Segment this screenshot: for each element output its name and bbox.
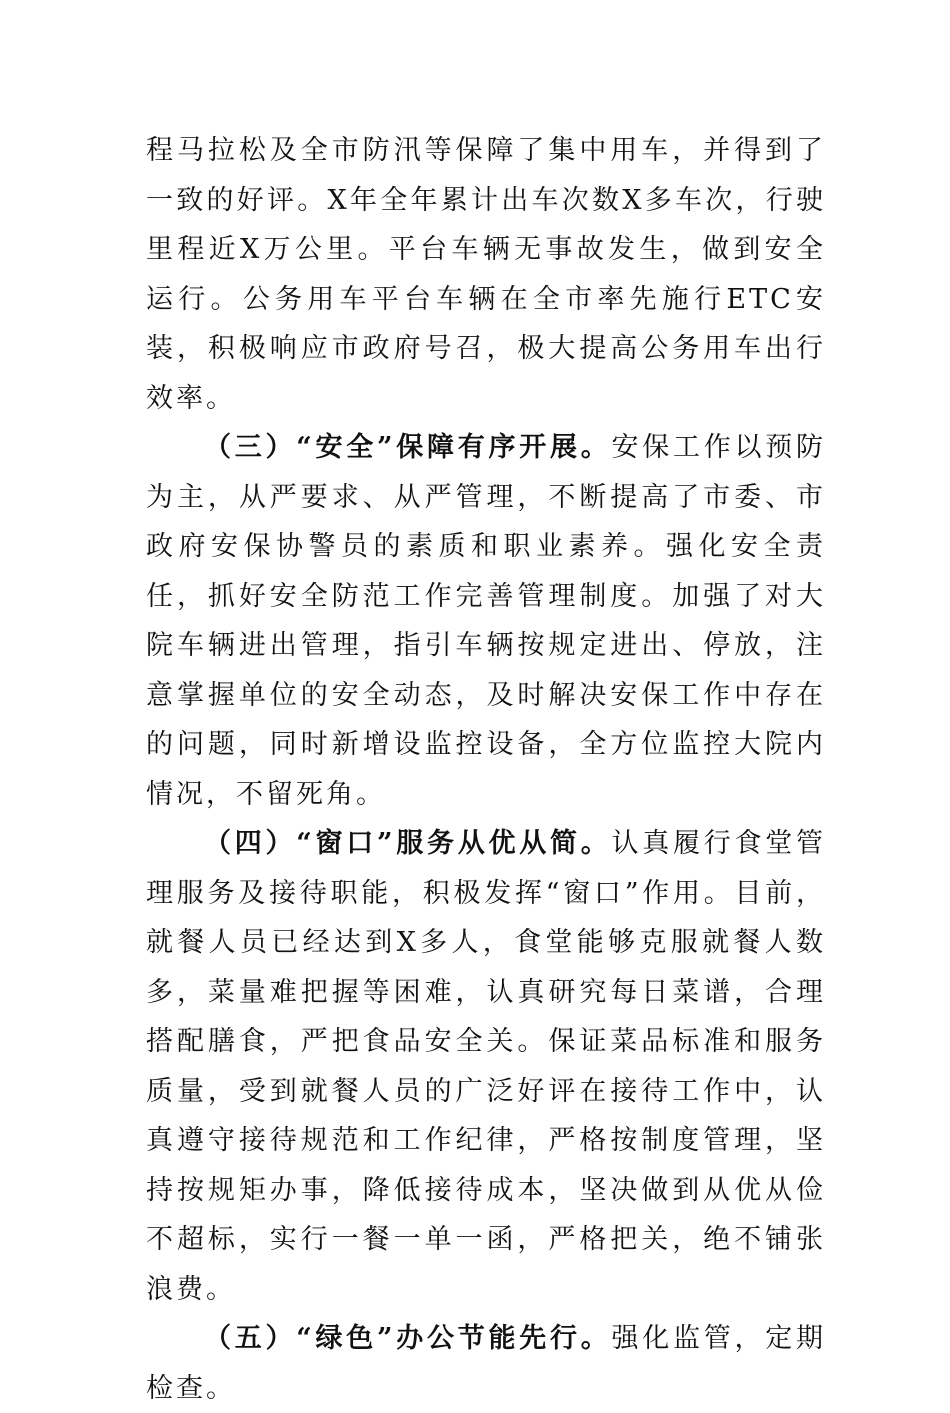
section-heading: （五）“绿色”办公节能先行。 <box>204 1323 612 1354</box>
paragraph-text: 强化监管，定期检查。 <box>146 1323 827 1404</box>
paragraph-continuation <box>146 126 826 423</box>
paragraph-section-4 <box>146 819 826 1314</box>
document-body <box>146 126 826 1413</box>
paragraph-text: 程马拉松及全市防汛等保障了集中用车，并得到了一致的好评。X年全年累计出车次数X多车次，行驶里程近X万公里。平台车辆无事故发生，做到安全运行。公务用车平台车辆在全市率先施行ETC安装，积极响应市政府号召，极大提高公务用车出行效率。 <box>146 135 826 414</box>
paragraph-text: 认真履行食堂管理服务及接待职能，积极发挥“窗口”作用。目前，就餐人员已经达到X多人，食堂能够克服就餐人数多，菜量难把握等困难，认真研究每日菜谱，合理搭配膳食，严把食品安全关。保证菜品标准和服务质量，受到就餐人员的广泛好评在接待工作中，认真遵守接待规范和工作纪律，严格按制度管理，坚持按规矩办事，降低接待成本，坚决做到从优从俭不超标，实行一餐一单一函，严格把关，绝不铺张浪费。 <box>146 828 827 1305</box>
paragraph-section-5 <box>146 1314 826 1413</box>
paragraph-text: 安保工作以预防为主，从严要求、从严管理，不断提高了市委、市政府安保协警员的素质和职业素养。强化安全责任，抓好安全防范工作完善管理制度。加强了对大院车辆进出管理，指引车辆按规定进出、停放，注意掌握单位的安全动态，及时解决安保工作中存在的问题，同时新增设监控设备，全方位监控大院内情况，不留死角。 <box>146 432 827 810</box>
section-heading: （四）“窗口”服务从优从简。 <box>204 828 612 859</box>
section-heading: （三）“安全”保障有序开展。 <box>204 432 612 463</box>
paragraph-section-3 <box>146 423 826 819</box>
